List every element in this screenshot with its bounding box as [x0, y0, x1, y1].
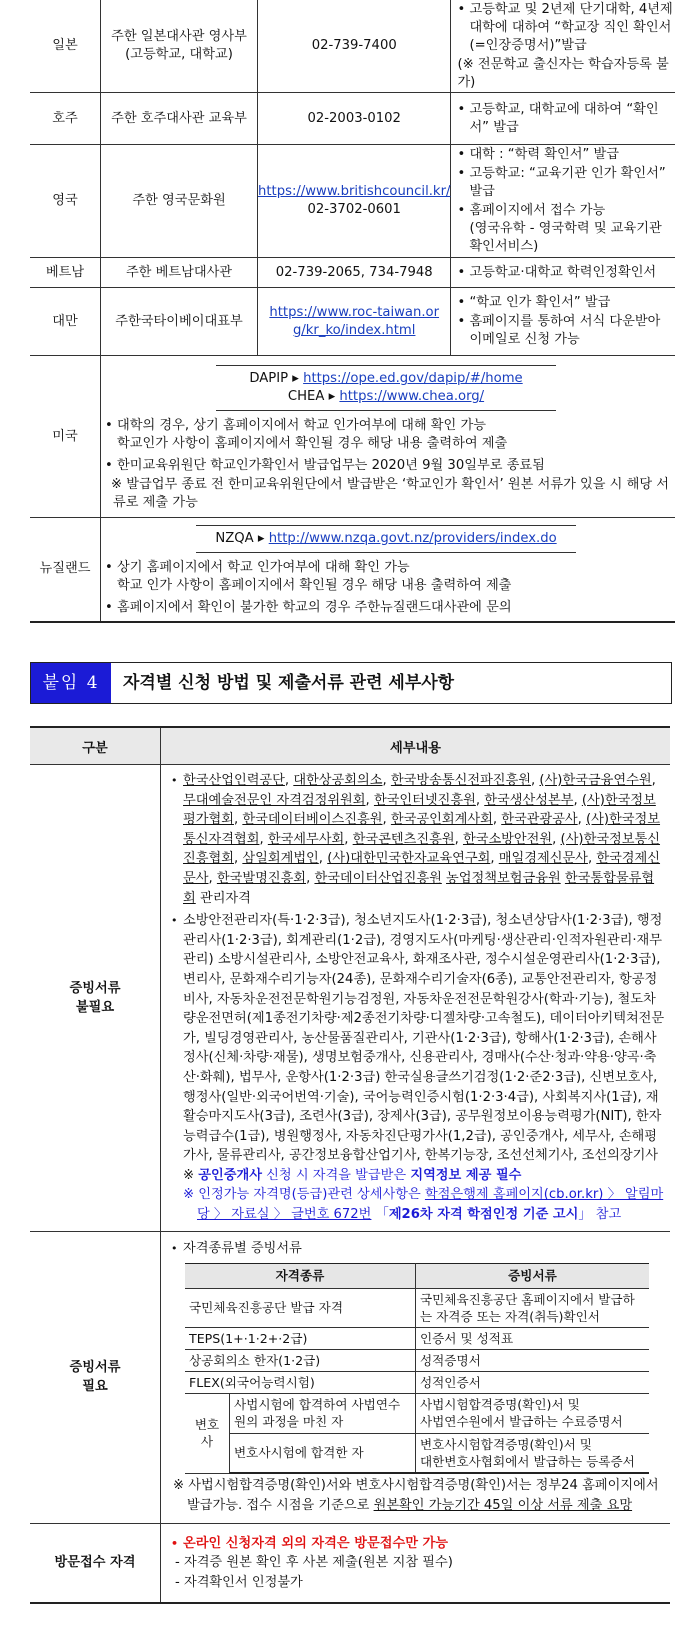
- usa-details-cell: [101, 356, 676, 518]
- doc-cell: 변호사시험합격증명(확인)서 및 대한변호사협회에서 발급하는 등록증서: [415, 1433, 649, 1473]
- inner-head-type: 자격종류: [185, 1263, 415, 1288]
- detail-item: • 고등학교, 대학교에 대하여 “확인서” 발급: [469, 101, 675, 137]
- usa-bullet: • 대학의 경우, 상기 홈페이지에서 학교 인가여부에 대해 확인 가능 학교인가 사항이 홈페이지에서 확인될 경우 해당 내용 출력하여 제출: [117, 417, 669, 453]
- agency-cell: 주한 베트남대사관: [101, 258, 258, 288]
- org-name: 한국공인회계사회: [390, 812, 493, 828]
- org-name: 대한상공회의소: [293, 773, 383, 788]
- section-header: [30, 662, 672, 704]
- arrow-icon: ▸: [257, 530, 265, 546]
- country-cell: 호주: [30, 93, 101, 145]
- org-name: 삼일회계법인: [242, 851, 319, 867]
- visit-details: [161, 1523, 671, 1603]
- arrow-icon: ▸: [292, 371, 299, 386]
- dapip-link[interactable]: https://ope.ed.gov/dapip/#/home: [303, 371, 523, 386]
- table-row: [30, 518, 675, 622]
- org-name: 한국생산성본부: [484, 792, 574, 808]
- detail-item: • 고등학교: “교육기관 인가 확인서” 발급: [469, 165, 675, 201]
- visit-line: - 자격확인서 인정불가: [175, 1574, 303, 1590]
- agency-cell: 주한 영국문화원: [101, 145, 258, 258]
- nz-bullet: • 홈페이지에서 확인이 불가한 학교의 경우 주한뉴질랜드대사관에 문의: [117, 599, 669, 617]
- details-cell: [451, 0, 675, 93]
- header-category: 구분: [30, 727, 161, 765]
- table-row: [185, 1393, 649, 1433]
- usa-note: ※ 발급업무 종료 전 한미교육위원단에서 발급받은 ‘학교인가 확인서’ 원본 서류가 있을 시 해당 서류로 제출 가능: [111, 477, 670, 510]
- inner-head-doc: 증빙서류: [415, 1263, 649, 1288]
- table-row: [30, 0, 675, 93]
- org-name: 매일경제신문사: [498, 851, 588, 867]
- type-cell: FLEX(외국어능력시험): [185, 1371, 415, 1393]
- taiwan-link[interactable]: https://www.roc-taiwan.org/kr_ko/index.html: [269, 304, 440, 338]
- org-name: 한국산업인력공단: [183, 773, 285, 788]
- details-cell: [451, 145, 675, 258]
- doc-cell: 성적인증서: [415, 1371, 649, 1393]
- contact-cell: [258, 288, 451, 356]
- detail-item: • 대학 : “학력 확인서” 발급: [469, 146, 675, 164]
- org-name: 한국관광공사: [501, 812, 578, 828]
- detail-item: • 홈페이지를 통하여 서식 다운받아 이메일로 신청 가능: [469, 313, 675, 349]
- nz-bullet: • 상기 홈페이지에서 학교 인가여부에 대해 확인 가능 학교 인가 사항이 홈페이지에서 확인될 경우 해당 내용 출력하여 제출: [117, 559, 669, 595]
- detail-item: • “학교 인가 확인서” 발급: [469, 294, 675, 312]
- org-name: (사)대한민국한자교육연구회: [327, 851, 491, 867]
- doc-cell: 국민체육진흥공단 홈페이지에서 발급하는 자격증 또는 자격(취득)확인서: [415, 1288, 649, 1327]
- agency-cell: 주한 일본대사관 영사부 (고등학교, 대학교): [101, 0, 258, 93]
- type-cell: 상공회의소 한자(1·2급): [185, 1349, 415, 1371]
- orgs-suffix: 관리자격: [199, 890, 251, 906]
- contact-cell: 02-739-7400: [258, 0, 451, 93]
- org-name: 한국발명진흥회: [216, 870, 307, 886]
- not-required-label: 증빙서류 불필요: [30, 765, 161, 1232]
- table-header-row: [30, 727, 670, 765]
- note-agent: ※ 공인중개사 신청 시 자격을 발급받은 지역정보 제공 필수: [183, 1167, 522, 1183]
- qual-list: • 소방안전관리자(특·1·2·3급), 청소년지도사(1·2·3급), 청소년상담사(1·2·3급), 행정관리사(1·2·3급), 회계관리(1·2급), 경영지도사(마케팅·생산관리·인적자원관리·재무관리) 소방시설관리사, 소방안전교육사, 화재조사관, 정수시설운영관리사(1·2·3급), 변리사, 문화재수리기능자(24종), 문화재수리기술자(6종), 교통안전관리자, 항공정비사, 자동차운전전문학원기능검정원, 자동차운전전문학원강사(학과·기능), 철도차량운전면허(제1종전기차량·제2종전기차량·디젤차량·고속철도), 데이터아키텍쳐전문가, 빌딩경영관리사, 농산물품질관리사, 기관사(1·2·3급), 항해사(1·2·3급), 손해사정사(신체·차량·재물), 생명보험중개사, 신용관리사, 경매사(수산·청과·약용·양곡·축산·화훼), 법무사, 운항사(1·2·3급) 한국실용글쓰기검정(1·2·준2·3급), 신변보호사, 행정사(일반·외국어번역·기술), 국어능력인증시험(1·2·3·4급), 사회복지사(1급), 재활승마지도사(3급), 조련사(3급), 장제사(3급), 공무원정보이용능력평가(NIT), 한자능력급수(1급), 병원행정사, 자동차진단평가사(1,2급), 공인중개사, 세무사, 손해평가사, 물류관리사, 공간정보융합산업기사, 한복기능장, 조선선체기사, 조선의장기사: [169, 911, 666, 1166]
- detail-item: • 홈페이지에서 접수 가능 (영국유학 - 영국학력 및 교육기관 확인서비스): [469, 202, 675, 256]
- cb-link[interactable]: 학점은행제 홈페이지(cb.or.kr) 〉 알림마당 〉 자료실 〉 글번호 672번: [197, 1187, 664, 1223]
- table-row: [30, 288, 675, 356]
- org-name: 한국경제신문사: [183, 851, 661, 886]
- org-name: (사)한국정보평가협회: [183, 792, 656, 828]
- table-row: [30, 145, 675, 258]
- org-name: (사)한국정보통신진흥협회: [183, 831, 661, 867]
- type-cell: TEPS(1+·1·2+·2급): [185, 1327, 415, 1349]
- detail-item: • 고등학교·대학교 학력인정확인서: [469, 264, 675, 282]
- evidence-table: [185, 1263, 649, 1475]
- usa-bullet: • 한미교육위원단 학교인가확인서 발급업무는 2020년 9월 30일부로 종료됨: [117, 457, 669, 475]
- type-cell: 국민체육진흥공단 발급 자격: [185, 1288, 415, 1327]
- org-name: 한국인터넷진흥원: [373, 792, 476, 808]
- british-council-link[interactable]: https://www.britishcouncil.kr/: [258, 184, 451, 199]
- org-name: 한국소방안전원: [462, 831, 553, 847]
- doc-cell: 인증서 및 성적표: [415, 1327, 649, 1349]
- country-cell: 일본: [30, 0, 101, 93]
- org-name: 한국세무사회: [267, 831, 345, 847]
- qualification-table: [30, 726, 670, 1604]
- org-list: • 한국산업인력공단, 대한상공회의소, 한국방송통신전파진흥원, (사)한국금융연수원, 무대예술전문인 자격검정위원회, 한국인터넷진흥원, 한국생산성본부, (사)한국정보평가협회, 한국데이터베이스진흥원, 한국공인회계사회, 한국관광공사, (사)한국정보통신자격협회, 한국세무사회, 한국콘텐츠진흥원, 한국소방안전원, (사)한국정보통신진흥협회, 삼일회계법인, (사)대한민국한자교육연구회, 매일경제신문사, 한국경제신문사, 한국발명진흥회, 한국데이터산업진흥원 농업정책보험금융원 한국통합물류협회 관리자격: [169, 771, 666, 908]
- chea-link[interactable]: https://www.chea.org/: [339, 389, 485, 404]
- country-cell: 영국: [30, 145, 101, 258]
- org-name: 한국콘텐츠진흥원: [352, 831, 455, 847]
- doc-cell: 성적증명서: [415, 1349, 649, 1371]
- table-row: [30, 258, 675, 288]
- lawyer-label: 변호사: [185, 1393, 230, 1473]
- doc-cell: 사법시험합격증명(확인)서 및 사법연수원에서 발급하는 수료증명서: [415, 1393, 649, 1433]
- detail-item: • 고등학교 및 2년제 단기대학, 4년제 대학에 대하여 “학교장 직인 확인서(=인장증명서)”발급: [469, 1, 675, 55]
- org-name: (사)한국정보통신자격협회: [183, 812, 661, 847]
- type-cell: 변호사시험에 합격한 자: [230, 1433, 416, 1473]
- contact-cell: [258, 145, 451, 258]
- visit-line: - 자격증 원본 확인 후 사본 제출(원본 지참 필수): [175, 1555, 453, 1571]
- section-title: 자격별 신청 방법 및 제출서류 관련 세부사항: [123, 673, 455, 693]
- header-detail: 세부내용: [161, 727, 671, 765]
- table-row: [30, 93, 675, 145]
- country-table: [30, 0, 675, 623]
- phone-text: 02-3702-0601: [307, 202, 401, 217]
- table-row: [30, 1231, 670, 1523]
- table-row: [185, 1433, 649, 1473]
- type-cell: 사법시험에 합격하여 사법연수원의 과정을 마친 자: [230, 1393, 416, 1433]
- country-cell: 미국: [30, 356, 101, 518]
- note-text: (※ 전문학교 출신자는 학습자등록 불가): [457, 57, 669, 90]
- usa-link-box: [216, 365, 556, 411]
- table-row: [185, 1349, 649, 1371]
- visit-label: 방문접수 자격: [30, 1523, 161, 1603]
- required-details: [161, 1231, 671, 1523]
- details-cell: [451, 258, 675, 288]
- org-name: 한국데이터산업진흥원: [314, 870, 442, 886]
- country-cell: 베트남: [30, 258, 101, 288]
- table-row: [30, 765, 670, 1232]
- nzqa-label: NZQA: [215, 530, 254, 546]
- details-cell: [451, 288, 675, 356]
- section-tag: 붙임 4: [31, 663, 111, 703]
- table-row: [185, 1288, 649, 1327]
- nz-details-cell: [101, 518, 676, 622]
- note-standard: ※ 인정가능 자격명(등급)관련 상세사항은 학점은행제 홈페이지(cb.or.kr) 〉 알림마당 〉 자료실 〉 글번호 672번 「제26차 자격 학점인정 기준 고시」 참고: [183, 1187, 664, 1223]
- org-name: 무대예술전문인 자격검정위원회: [183, 792, 366, 808]
- dapip-label: DAPIP: [249, 371, 289, 386]
- table-row: [185, 1327, 649, 1349]
- chea-label: CHEA: [287, 389, 325, 404]
- visit-red-text: • 온라인 신청자격 외의 자격은 방문접수만 가능: [169, 1534, 666, 1554]
- arrow-icon: ▸: [328, 389, 336, 404]
- nz-link-box: [196, 525, 576, 553]
- org-name: (사)한국금융연수원: [539, 773, 652, 788]
- org-name: 한국방송통신전파진흥원: [390, 773, 532, 788]
- contact-cell: 02-2003-0102: [258, 93, 451, 145]
- table-row: [30, 356, 675, 518]
- agency-cell: 주한 호주대사관 교육부: [101, 93, 258, 145]
- agency-cell: 주한국타이베이대표부: [101, 288, 258, 356]
- org-name: 농업정책보험금융원: [446, 870, 561, 886]
- country-cell: 뉴질랜드: [30, 518, 101, 622]
- required-note: ※ 사법시험합격증명(확인)서와 변호사시험합격증명(확인)서는 정부24 홈페이지에서 발급가능. 접수 시점을 기준으로 원본확인 가능기간 45일 이상 서류 제출 요망: [173, 1478, 659, 1513]
- not-required-details: [161, 765, 671, 1232]
- nzqa-link[interactable]: http://www.nzqa.govt.nz/providers/index.do: [268, 530, 557, 546]
- org-name: 한국데이터베이스진흥원: [242, 812, 383, 828]
- table-row: [30, 1523, 670, 1603]
- required-intro: • 자격종류별 증빙서류: [169, 1239, 666, 1259]
- contact-cell: 02-739-2065, 734-7948: [258, 258, 451, 288]
- country-cell: 대만: [30, 288, 101, 356]
- table-row: [185, 1371, 649, 1393]
- org-name: 한국통합물류협회: [183, 870, 655, 906]
- details-cell: [451, 93, 675, 145]
- required-label: 증빙서류 필요: [30, 1231, 161, 1523]
